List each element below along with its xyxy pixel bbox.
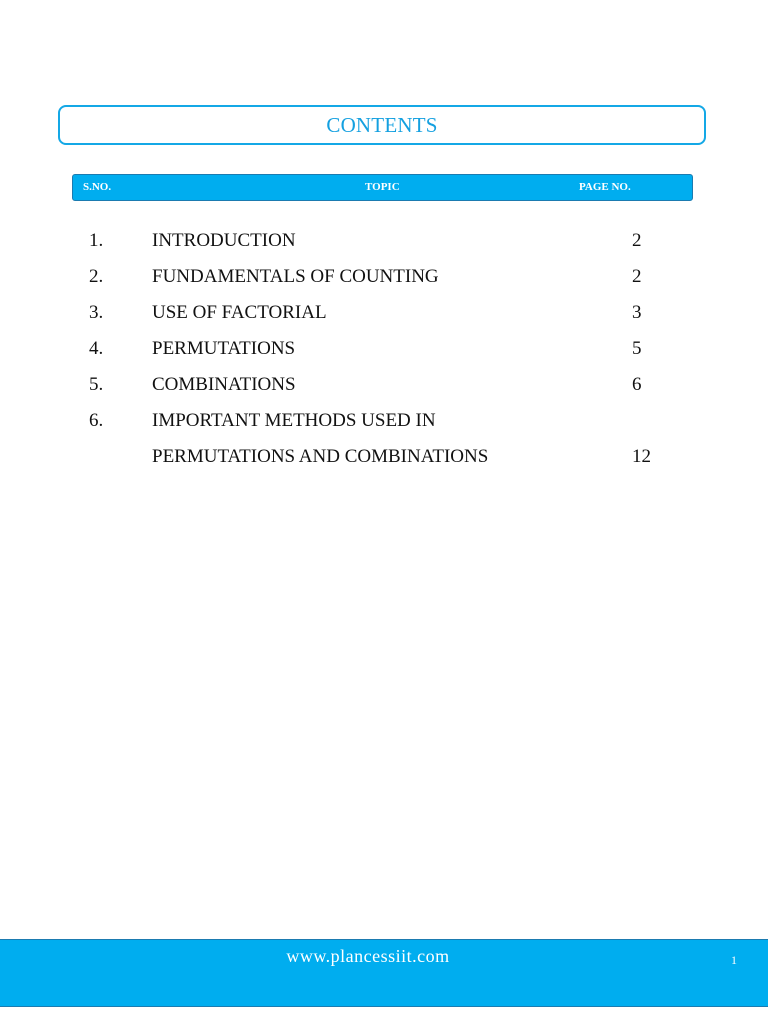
toc-row-4[interactable] bbox=[0, 338, 768, 368]
contents-title-box bbox=[58, 105, 706, 145]
toc-row-5[interactable] bbox=[0, 374, 768, 404]
toc-number: 2. bbox=[89, 266, 104, 287]
toc-page: 2 bbox=[632, 266, 642, 287]
toc-row-3[interactable] bbox=[0, 302, 768, 332]
toc-topic: FUNDAMENTALS OF COUNTING bbox=[152, 266, 439, 287]
header-page-no: PAGE NO. bbox=[579, 181, 631, 193]
toc-topic: COMBINATIONS bbox=[152, 374, 296, 395]
toc-page: 6 bbox=[632, 374, 642, 395]
toc-number: 5. bbox=[89, 374, 104, 395]
toc-page: 3 bbox=[632, 302, 642, 323]
header-sno: S.NO. bbox=[83, 181, 112, 193]
footer-website-link[interactable]: www.plancessiit.com bbox=[286, 946, 450, 966]
toc-page: 12 bbox=[632, 446, 651, 467]
toc-row-2[interactable] bbox=[0, 266, 768, 296]
toc-number: 1. bbox=[89, 230, 104, 251]
toc-row-1[interactable] bbox=[0, 230, 768, 260]
toc-page: 5 bbox=[632, 338, 642, 359]
toc-number: 3. bbox=[89, 302, 104, 323]
toc-number: 6. bbox=[89, 410, 104, 431]
toc-header-bar bbox=[72, 174, 693, 201]
page-footer bbox=[0, 939, 768, 1007]
toc-topic: USE OF FACTORIAL bbox=[152, 302, 327, 323]
toc-row-6[interactable] bbox=[0, 410, 768, 476]
footer-page-number: 1 bbox=[731, 953, 737, 967]
header-topic: TOPIC bbox=[365, 181, 400, 193]
toc-topic: IMPORTANT METHODS USED IN bbox=[152, 410, 436, 431]
page-title: CONTENTS bbox=[326, 112, 438, 137]
toc-number: 4. bbox=[89, 338, 104, 359]
toc-topic: PERMUTATIONS bbox=[152, 338, 296, 359]
toc-page: 2 bbox=[632, 230, 642, 251]
toc-topic-continued: PERMUTATIONS AND COMBINATIONS bbox=[152, 446, 489, 467]
toc-topic: INTRODUCTION bbox=[152, 230, 296, 251]
